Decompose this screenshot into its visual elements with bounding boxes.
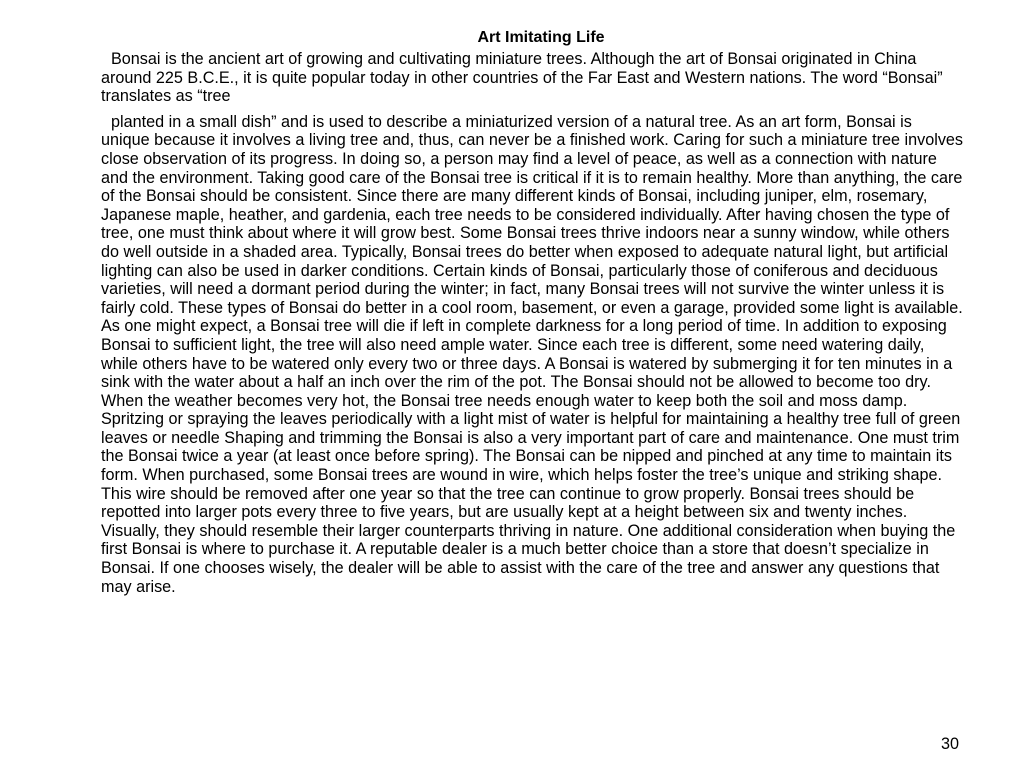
page-number: 30 — [940, 735, 959, 753]
slide-page — [101, 28, 963, 758]
paragraph-body: planted in a small dish” and is used to describe a miniaturized version of a natural tree. As an art form, Bonsai is unique because it involves a living tree and, thus, can never be a finished work. Caring for such a miniature tree involves close observation of its progress. In doing so, a person may find a level of peace, as well as a connection with nature and the environment. Taking good care of the Bonsai tree is critical if it is to remain healthy. More than anything, the care of the Bonsai should be consistent. Since there are many different kinds of Bonsai, including juniper, elm, rosemary, Japanese maple, heather, and gardenia, each tree needs to be considered individually. After having chosen the type of tree, one must think about where it will grow best. Some Bonsai trees thrive indoors near a sunny window, while others do well outside in a shaded area. Typically, Bonsai trees do better when exposed to adequate natural light, but artificial lighting can also be used in darker conditions. Certain kinds of Bonsai, particularly those of coniferous and deciduous varieties, will need a dormant period during the winter; in fact, many Bonsai trees will not survive the winter unless it is fairly cold. These types of Bonsai do better in a cool room, basement, or even a garage, provided some light is available. As one might expect, a Bonsai tree will die if left in complete darkness for a long period of time. In addition to exposing Bonsai to sufficient light, the tree will also need ample water. Since each tree is different, some need watering daily, while others have to be watered only every two or three days. A Bonsai is watered by submerging it for ten minutes in a sink with the water about a half an inch over the rim of the pot. The Bonsai should not be allowed to become too dry. When the weather becomes very hot, the Bonsai tree needs enough water to keep both the soil and moss damp. Spritzing or spraying the leaves periodically with a light mist of water is helpful for maintaining a healthy tree full of green leaves or needle Shaping and trimming the Bonsai is also a very important part of care and maintenance. One must trim the Bonsai twice a year (at least once before spring). The Bonsai can be nipped and pinched at any time to maintain its form. When purchased, some Bonsai trees are wound in wire, which helps foster the tree’s unique and striking shape. This wire should be removed after one year so that the tree can continue to grow properly. Bonsai trees should be repotted into larger pots every three to five years, but are usually kept at a height between six and twenty inches. Visually, they should resemble their larger counterparts thriving in nature. One additional consideration when buying the first Bonsai is where to purchase it. A reputable dealer is a much better choice than a store that doesn’t specialize in Bonsai. If one chooses wisely, the dealer will be able to assist with the care of the tree and answer any questions that may arise. — [101, 112, 964, 596]
page-title: Art Imitating Life — [477, 29, 605, 46]
paragraph-intro: Bonsai is the ancient art of growing and cultivating miniature trees. Although the art of Bonsai originated in China around 225 B.C.E., it is quite popular today in other countries of the Far East and Western nations. The word “Bonsai” translates as “tree — [101, 50, 943, 106]
